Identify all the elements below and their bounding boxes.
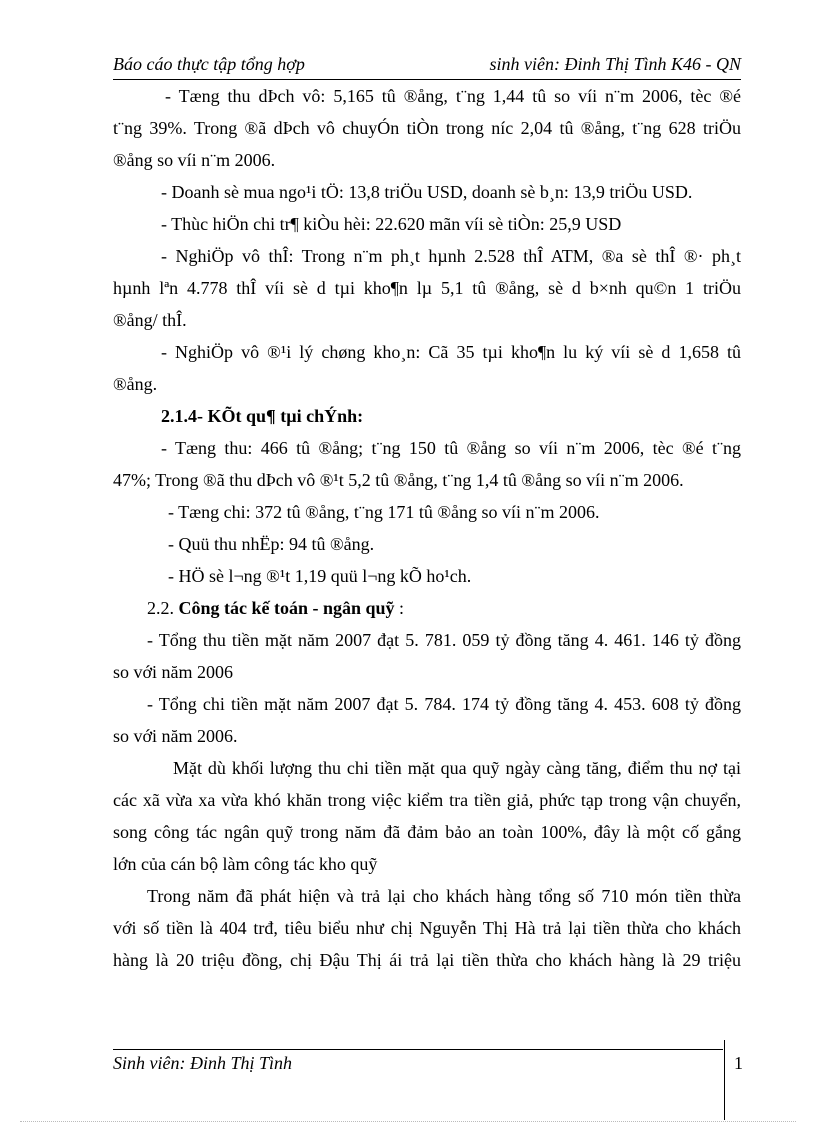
treasury-paragraph-line-1: Mặt dù khối lượng thu chi tiền mặt qua quỹ ngày càng tăng, điểm thu nợ tại — [173, 758, 741, 778]
document-body — [113, 80, 741, 976]
section-2-2-title: Công tác kế toán - ngân quỹ — [178, 598, 395, 618]
page-number: 1 — [734, 1053, 743, 1073]
total-revenue-line-2: 47%; Trong ®ã thu dÞch vô ®¹t 5,2 tû ®ång, t¨ng 1,4 tû ®ång so víi n¨m 2006. — [113, 470, 684, 490]
section-2-2-number: 2.2. — [147, 598, 174, 618]
section-2-2-heading — [113, 592, 741, 624]
section-2-1-4-heading: 2.1.4- KÕt qu¶ tµi chÝnh: — [161, 406, 364, 426]
treasury-paragraph-line-3: song công tác ngân quỹ trong năm đã đảm bảo an toàn 100%, đây là một cố gắng — [113, 822, 741, 842]
cash-income-line-1: - Tổng thu tiền mặt năm 2007 đạt 5. 781. 059 tỷ đồng tăng 4. 461. 146 tỷ đồng — [147, 630, 741, 650]
cash-income-line-2: so với năm 2006 — [113, 662, 234, 682]
header-report-title: Báo cáo thực tập tổng hợp — [113, 54, 305, 74]
total-expense-line: - Tæng chi: 372 tû ®ång, t¨ng 171 tû ®ång so víi n¨m 2006. — [168, 502, 600, 522]
footer-divider — [113, 1049, 723, 1050]
refund-paragraph-line-3: hàng là 20 triệu đồng, chị Đậu Thị ái trả lại tiền thừa cho khách hàng là 29 triệu — [113, 950, 741, 970]
total-revenue-line-1: - Tæng thu: 466 tû ®ång; t¨ng 150 tû ®ång so víi n¨m 2006, tèc ®é t¨ng — [161, 438, 741, 458]
refund-paragraph-line-1: Trong năm đã phát hiện và trả lại cho khách hàng tổng số 710 món tiền thừa — [147, 886, 741, 906]
page-bottom-dotted-border — [20, 1121, 796, 1122]
treasury-paragraph-line-2: các xã vừa xa vừa khó khăn trong việc kiểm tra tiền giả, phức tạp trong vận chuyển, — [113, 790, 741, 810]
securities-agent-line-1: - NghiÖp vô ®¹i lý chøng kho¸n: Cã 35 tµi kho¶n lu ký víi sè d 1,658 tû — [161, 342, 741, 362]
forex-sales-line: - Doanh sè mua ngo¹i tÖ: 13,8 triÖu USD, doanh sè b¸n: 13,9 triÖu USD. — [161, 182, 693, 202]
section-2-2-colon: : — [394, 598, 405, 618]
card-service-line-1: - NghiÖp vô thÎ: Trong n¨m ph¸t hµnh 2.528 thÎ ATM, ®a sè thÎ ®· ph¸t — [161, 246, 741, 266]
card-service-line-3: ®ång/ thÎ. — [113, 310, 187, 330]
cash-expense-line-1: - Tổng chi tiền mặt năm 2007 đạt 5. 784. 174 tỷ đồng tăng 4. 453. 608 tỷ đồng — [147, 694, 741, 714]
income-fund-line: - Quü thu nhËp: 94 tû ®ång. — [168, 534, 375, 554]
header-student-name: sinh viên: Đinh Thị Tình K46 - QN — [489, 54, 741, 74]
page-header — [113, 52, 741, 76]
service-revenue-line-3: ®ång so víi n¨m 2006. — [113, 150, 276, 170]
page-footer — [113, 1051, 743, 1075]
service-revenue-line-1: - Tæng thu dÞch vô: 5,165 tû ®ång, t¨ng 1,44 tû so víi n¨m 2006, tèc ®é — [165, 86, 741, 106]
footer-student-name: Sinh viên: Đinh Thị Tình — [113, 1053, 292, 1073]
service-revenue-line-2: t¨ng 39%. Trong ®ã dÞch vô chuyÓn tiÒn trong níc 2,04 tû ®ång, t¨ng 628 triÖu — [113, 118, 741, 138]
treasury-paragraph-line-4: lớn của cán bộ làm công tác kho quỹ — [113, 854, 378, 874]
refund-paragraph-line-2: với số tiền là 404 trđ, tiêu biểu như chị Nguyễn Thị Hà trả lại tiền thừa cho khách — [113, 918, 741, 938]
salary-ratio-line: - HÖ sè l¬ng ®¹t 1,19 quü l¬ng kÕ ho¹ch. — [168, 566, 472, 586]
card-service-line-2: hµnh lªn 4.778 thÎ víi sè d tµi kho¶n lµ 5,1 tû ®ång, sè d b×nh qu©n 1 triÖu — [113, 278, 741, 298]
securities-agent-line-2: ®ång. — [113, 374, 158, 394]
remittance-line: - Thùc hiÖn chi tr¶ kiÒu hèi: 22.620 mãn víi sè tiÒn: 25,9 USD — [161, 214, 622, 234]
cash-expense-line-2: so với năm 2006. — [113, 726, 238, 746]
